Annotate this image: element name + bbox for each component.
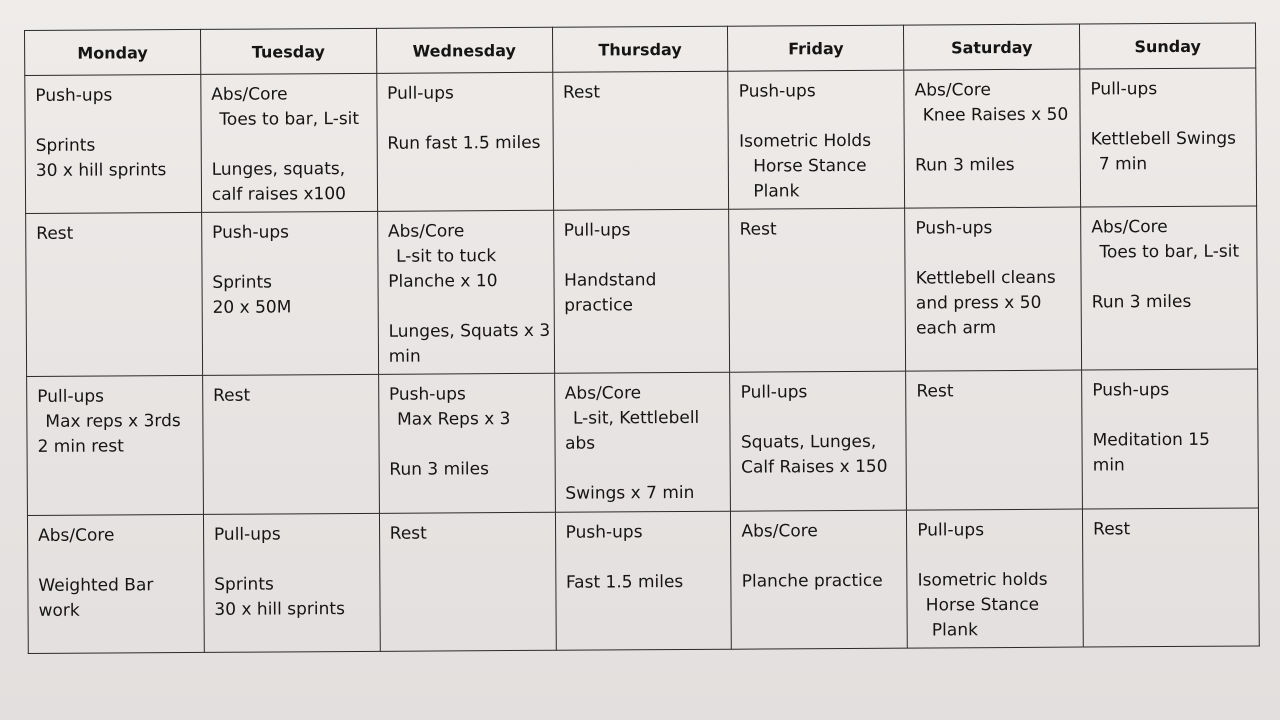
workout-line: Sprints [35, 135, 96, 156]
cell-week-4-friday [731, 510, 908, 649]
cell-week-3-tuesday [202, 374, 379, 514]
workout-line: min [388, 346, 421, 367]
workout-line [915, 128, 1072, 154]
header-thursday: Thursday [552, 26, 728, 72]
workout-line: Push-ups [1092, 380, 1170, 401]
workout-line [564, 243, 721, 269]
workout-line: Pull-ups [387, 83, 454, 104]
workout-line: Run 3 miles [389, 459, 489, 480]
cell-week-2-saturday [905, 207, 1082, 371]
workout-line: L-sit, Kettlebell [572, 407, 700, 429]
workout-line: Sprints [214, 574, 274, 595]
cell-week-4-wednesday [379, 512, 556, 651]
workout-line: Rest [213, 385, 251, 406]
cell-week-2-wednesday [377, 210, 554, 374]
workout-line: Sprints [212, 272, 273, 293]
workout-line: 7 min [1098, 154, 1148, 175]
workout-line: Kettlebell Swings [1090, 128, 1237, 150]
cell-week-3-wednesday [378, 373, 555, 513]
workout-line [916, 241, 1073, 267]
workout-line: L-sit to tuck [396, 246, 497, 267]
workout-line: Weighted Bar [38, 575, 154, 596]
header-friday: Friday [728, 25, 904, 71]
workout-line: Meditation 15 [1092, 429, 1210, 451]
cell-week-2-tuesday [201, 211, 378, 375]
cell-week-3-friday [730, 371, 907, 511]
cell-week-2-friday [729, 208, 906, 372]
workout-line: min [1092, 455, 1125, 476]
workout-line: Push-ups [35, 85, 113, 106]
workout-line: Abs/Core [914, 80, 992, 101]
workout-line: Push-ups [212, 222, 290, 243]
workout-line: 2 min rest [37, 436, 124, 457]
workout-line: Kettlebell cleans [915, 267, 1056, 289]
workout-line: calf raises x100 [211, 184, 347, 205]
cell-week-3-monday [27, 375, 204, 515]
workout-line: 20 x 50M [212, 297, 292, 318]
workout-line: Abs/Core [741, 521, 818, 542]
cell-week-4-saturday [907, 509, 1084, 648]
workout-line [212, 245, 369, 271]
workout-schedule-table [24, 22, 1260, 654]
workout-line [741, 405, 898, 431]
workout-line: Lunges, squats, [211, 159, 346, 180]
workout-line: Swings x 7 min [565, 482, 695, 504]
week-row-3 [27, 369, 1259, 516]
cell-week-4-monday [27, 514, 204, 653]
cell-week-3-thursday [554, 372, 731, 512]
workout-line: Isometric Holds [739, 130, 872, 152]
workout-line [565, 456, 722, 482]
workout-line: 30 x hill sprints [35, 160, 167, 181]
workout-line: Horse Stance [925, 594, 1040, 616]
week-row-1 [25, 68, 1257, 214]
workout-line: Push-ups [565, 522, 643, 543]
cell-week-1-monday [25, 74, 202, 213]
cell-week-2-sunday [1081, 206, 1258, 370]
workout-line: Abs/Core [1091, 217, 1168, 238]
workout-line: Push-ups [738, 81, 816, 102]
workout-line: Rest [916, 381, 954, 402]
workout-line: Pull-ups [213, 524, 281, 545]
workout-line [211, 132, 368, 158]
workout-line: abs [565, 433, 596, 454]
workout-line: Plank [753, 181, 800, 202]
workout-line [388, 294, 545, 320]
workout-line: practice [564, 295, 634, 316]
week-row-4 [27, 508, 1259, 654]
workout-line: Pull-ups [917, 520, 985, 541]
workout-line: Horse Stance [753, 155, 867, 177]
cell-week-4-tuesday [203, 513, 380, 652]
workout-line [1092, 265, 1249, 291]
workout-line [917, 543, 1074, 569]
workout-line: Isometric holds [917, 569, 1048, 591]
cell-week-1-thursday [552, 71, 729, 210]
cell-week-2-thursday [553, 209, 730, 373]
workout-line: Toes to bar, L-sit [1099, 241, 1240, 263]
workout-line: Calf Raises x 150 [741, 456, 888, 478]
workout-line: each arm [915, 318, 997, 339]
workout-line: work [38, 600, 80, 621]
cell-week-3-sunday [1082, 369, 1259, 509]
workout-line: Abs/Core [564, 383, 642, 404]
header-tuesday: Tuesday [200, 28, 376, 74]
workout-line [742, 544, 899, 570]
header-wednesday: Wednesday [376, 27, 552, 73]
workout-line: Lunges, Squats x 3 [388, 320, 551, 342]
cell-week-1-friday [728, 70, 905, 209]
workout-line: Squats, Lunges, [740, 431, 877, 453]
workout-line: and press x 50 [915, 292, 1042, 314]
cell-week-1-wednesday [376, 72, 553, 211]
workout-line: Knee Raises x 50 [922, 104, 1069, 126]
workout-line: Rest [739, 219, 777, 240]
workout-line: Rest [1093, 519, 1131, 540]
workout-line [739, 104, 896, 130]
workout-line: Rest [389, 523, 427, 544]
workout-line: Max reps x 3rds [45, 411, 181, 432]
workout-line: Run 3 miles [915, 154, 1015, 176]
workout-line: Push-ups [915, 218, 993, 239]
workout-line: Pull-ups [37, 386, 105, 407]
workout-line [389, 432, 546, 458]
workout-line: Rest [36, 223, 74, 244]
workout-line: Plank [931, 620, 978, 641]
header-saturday: Saturday [904, 24, 1080, 70]
workout-line: Abs/Core [387, 221, 465, 242]
workout-line: Toes to bar, L-sit [219, 108, 360, 130]
workout-line: Rest [562, 82, 601, 103]
header-sunday: Sunday [1080, 23, 1256, 69]
workout-line: Abs/Core [38, 525, 115, 546]
workout-line: Push-ups [388, 384, 466, 405]
workout-line: Pull-ups [740, 382, 808, 403]
day-header-row [25, 23, 1256, 76]
workout-line [1091, 102, 1248, 128]
workout-line [1092, 403, 1249, 429]
cell-week-3-saturday [906, 370, 1083, 510]
workout-line: 30 x hill sprints [214, 599, 345, 620]
cell-week-1-tuesday [201, 73, 378, 212]
header-monday: Monday [25, 29, 201, 75]
workout-line: Run 3 miles [1091, 291, 1192, 313]
cell-week-1-sunday [1080, 68, 1257, 207]
workout-line: Planche x 10 [388, 271, 498, 292]
cell-week-1-saturday [904, 69, 1081, 208]
workout-line [387, 106, 544, 132]
workout-line: Max Reps x 3 [397, 409, 511, 430]
workout-line [38, 548, 195, 574]
workout-line: Planche practice [741, 570, 883, 592]
week-row-2 [26, 206, 1258, 377]
workout-line: Handstand [564, 270, 657, 291]
workout-line [214, 547, 371, 573]
workout-line: Pull-ups [1090, 79, 1158, 100]
workout-line: Abs/Core [211, 84, 288, 105]
cell-week-2-monday [26, 212, 203, 376]
workout-line: Run fast 1.5 miles [387, 132, 541, 154]
workout-line: Fast 1.5 miles [565, 571, 684, 593]
workout-line [35, 108, 192, 134]
workout-line: Pull-ups [563, 220, 631, 241]
workout-line [566, 545, 723, 571]
cell-week-4-thursday [555, 511, 732, 650]
schedule-body [25, 68, 1260, 654]
cell-week-4-sunday [1083, 508, 1260, 647]
